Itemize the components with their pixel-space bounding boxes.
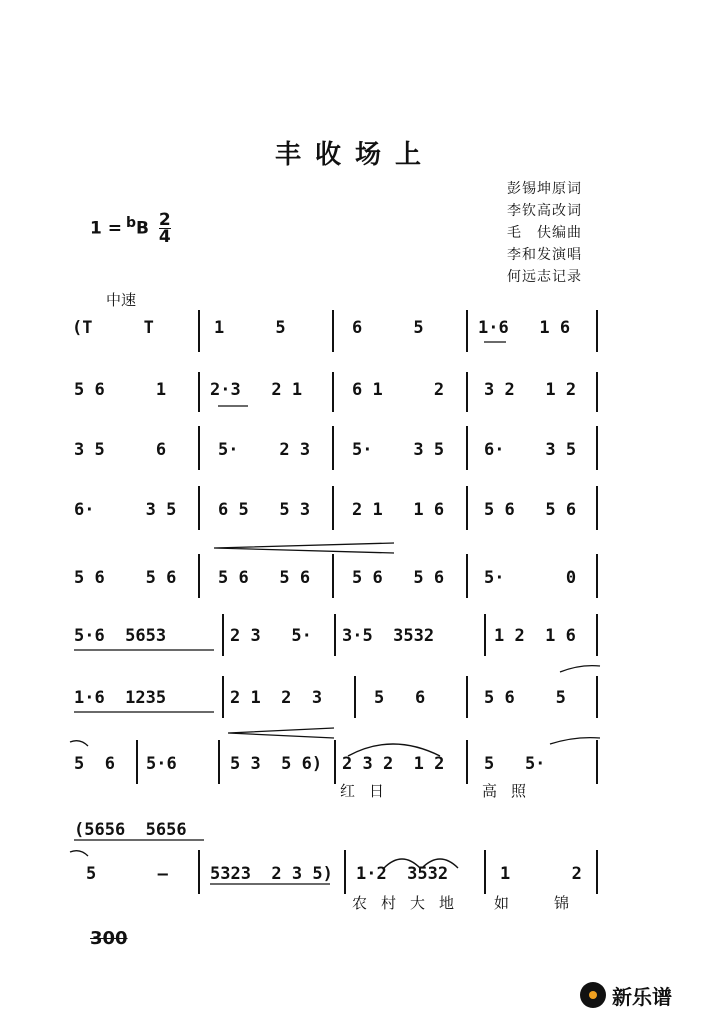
logo-text: 新乐谱 [612,984,672,1009]
measure: 5 5· [484,754,546,774]
measure: 2 3 5· [230,626,312,646]
tempo-marking: 中速 [106,291,137,309]
time-top: 2 [158,210,171,230]
lyric-line: 如 [494,894,524,912]
measure: 6 5 [352,318,424,338]
measure: 6· 3 5 [484,440,577,460]
measure: 5 6 5 [484,688,566,708]
tie [70,741,88,856]
song-title: 丰收场上 [274,140,435,170]
measure: 2·3 2 1 [210,380,303,400]
measure: 5· 3 5 [352,440,445,460]
measure: (T T [72,318,154,338]
upper-voice-prefix: (5656 5656 [74,820,187,840]
measure: 5 6 5 6 [74,568,177,588]
key-note: B [136,218,149,239]
measure: 1·2 3532 [356,864,449,884]
key-prefix: 1 = [90,218,122,239]
credit-composer: 毛 伕编曲 [507,225,582,241]
measure: 5· 0 [484,568,577,588]
lyric-line: 高照 [482,782,541,800]
credit-revised-lyricist: 李钦高改词 [507,203,582,219]
measure: 1 2 [500,864,582,884]
credit-performer: 李和发演唱 [507,247,582,263]
measure: 5 6 1 [74,380,167,400]
measure: 5 6 [74,754,115,774]
record-disc-icon [580,982,606,1008]
crescendo-hairpin [214,543,394,553]
measure: 5·6 [146,754,177,774]
measure: 5·6 5653 [74,626,167,646]
measure: 3·5 3532 [342,626,435,646]
measure: 1·6 1 6 [478,318,571,338]
slur [348,744,440,756]
flat-sign: b [126,214,137,231]
measure: 5 6 [374,688,426,708]
slur [384,859,458,868]
time-bottom: 4 [158,227,171,247]
credit-transcriber: 何远志记录 [507,269,582,285]
measure: 2 1 2 3 [230,688,323,708]
crescendo-hairpin [228,728,334,738]
measure: 5 3 5 6) [230,754,323,774]
credit-lyricist: 彭锡坤原词 [507,181,582,197]
measure: 5 6 5 6 [218,568,311,588]
measure: 5 6 5 6 [484,500,577,520]
measure: 1 5 [214,318,286,338]
measure: 5· 2 3 [218,440,311,460]
lyric-line: 锦 [554,894,584,912]
measure: 5 6 5 6 [352,568,445,588]
tie [550,666,600,744]
measure: 2 3 2 1 2 [342,754,445,774]
lyric-line: 红日 [340,782,399,800]
site-logo [580,980,672,1010]
measure: 2 1 1 6 [352,500,445,520]
measure: 3 5 6 [74,440,167,460]
measure: 5323 2 3 5) [210,864,333,884]
measure: 5 — [86,864,168,884]
page-number: 300 [90,928,128,949]
measure: 6 5 5 3 [218,500,311,520]
measure: 6 1 2 [352,380,445,400]
lyric-line: 农村大地 [352,894,469,912]
measure: 1 2 1 6 [494,626,576,646]
measure: 1·6 1235 [74,688,167,708]
measure: 3 2 1 2 [484,380,577,400]
measure: 6· 3 5 [74,500,177,520]
